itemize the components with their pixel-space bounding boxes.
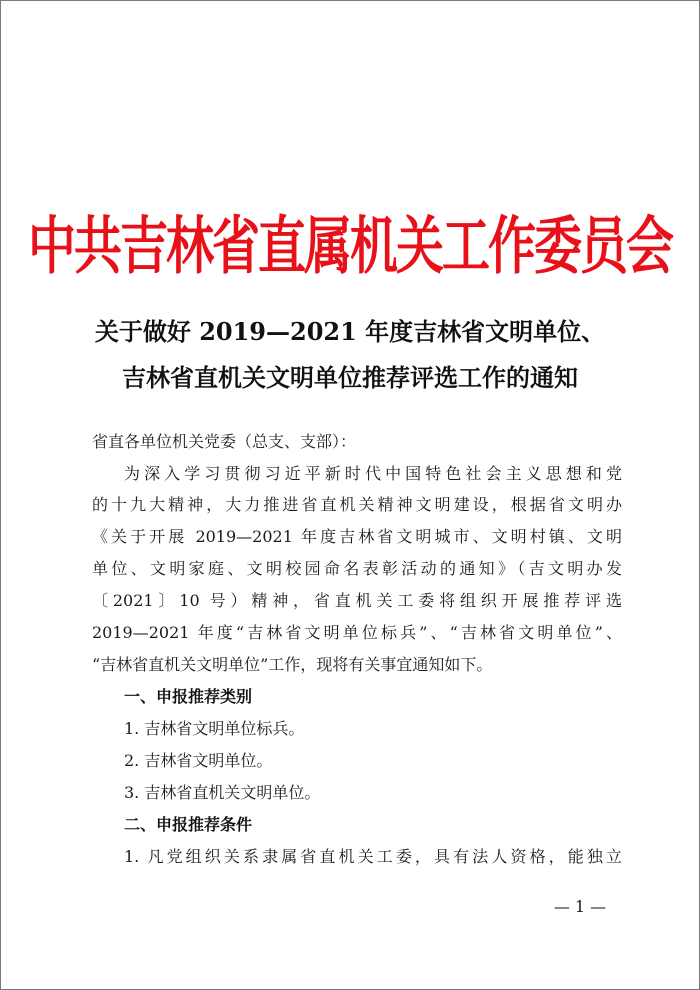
intro-paragraph-line: “吉林省直机关文明单位”工作，现将有关事宜通知如下。: [92, 655, 493, 674]
section-1-item: 3. 吉林省直机关文明单位。: [124, 783, 321, 802]
issuing-organization-header: 中共吉林省直属机关工作委员会: [27, 210, 672, 284]
document-title-line-1: 关于做好 2019—2021 年度吉林省文明单位、: [94, 317, 606, 346]
intro-paragraph-line: 2019—2021 年度“吉林省文明单位标兵”、“吉林省文明单位”、: [92, 623, 622, 642]
intro-paragraph-line: 的十九大精神，大力推进省直机关精神文明建设，根据省文明办: [92, 495, 622, 514]
page-number: — 1 —: [553, 897, 607, 916]
document-title-line-2: 吉林省直机关文明单位推荐评选工作的通知: [122, 363, 578, 392]
section-2-item: 1. 凡党组织关系隶属省直机关工委，具有法人资格，能独立: [124, 847, 622, 866]
section-2-heading: 二、申报推荐条件: [124, 815, 253, 834]
section-1-item: 2. 吉林省文明单位。: [124, 751, 273, 770]
salutation: 省直各单位机关党委（总支、支部）：: [92, 432, 357, 451]
intro-paragraph-line: 为深入学习贯彻习近平新时代中国特色社会主义思想和党: [124, 464, 622, 483]
intro-paragraph-line: 〔2021〕10 号）精神，省直机关工委将组织开展推荐评选: [92, 591, 622, 610]
section-1-heading: 一、申报推荐类别: [124, 687, 253, 706]
section-1-item: 1. 吉林省文明单位标兵。: [124, 719, 305, 738]
intro-paragraph-line: 《关于开展 2019—2021 年度吉林省文明城市、文明村镇、文明: [92, 527, 622, 546]
intro-paragraph-line: 单位、文明家庭、文明校园命名表彰活动的通知》（吉文明办发: [92, 559, 622, 578]
